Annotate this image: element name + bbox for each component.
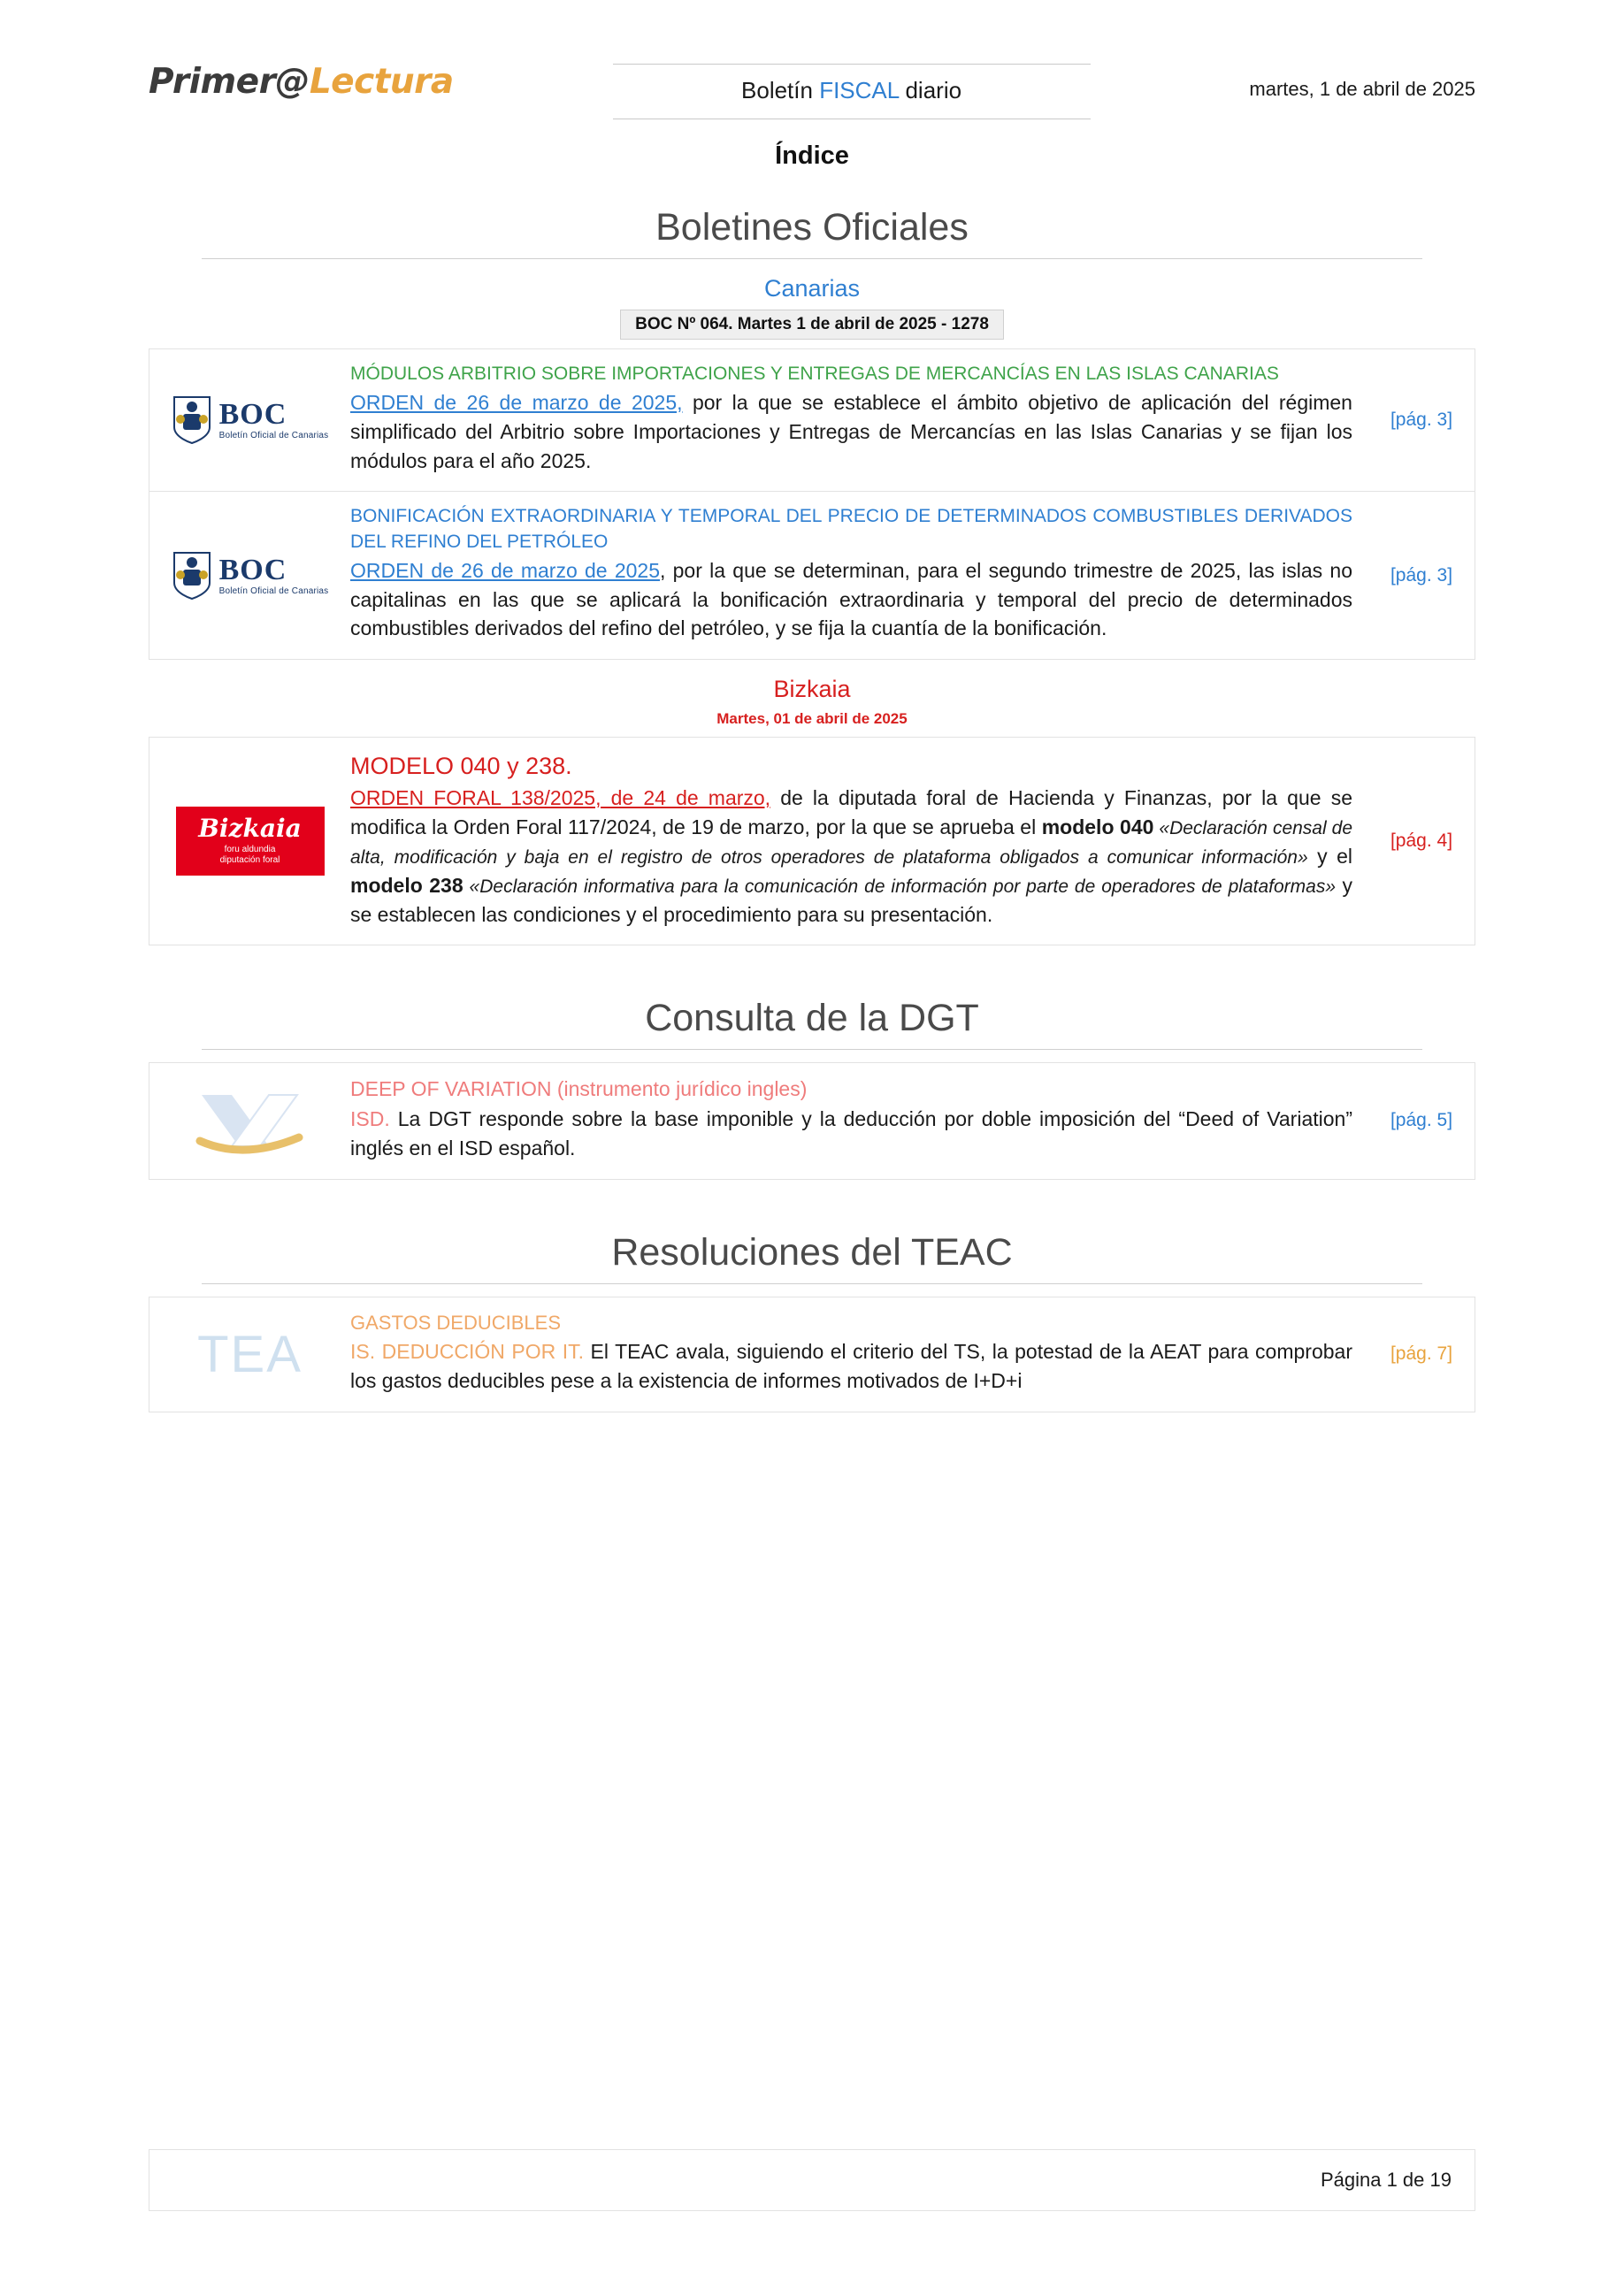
header-date: martes, 1 de abril de 2025 [1249,78,1475,100]
page-number: Página 1 de 19 [1320,2169,1452,2191]
entry-text-body: por la que se establece el ámbito objetivo de aplicación del régimen simplificado del Arbitrio sobre Importaciones y Entregas de Mercancías en las Islas Canarias y se fijan los módulos para el año 2025. [350,391,1352,472]
entry-text-1: de la diputada foral de Hacienda y Finanzas, por la que se modifica la Orden Foral 117/2024, de 19 de marzo, por la que se aprueba el [350,786,1352,839]
entry-body [350,1297,1368,1412]
boc-shield-icon [172,550,212,601]
boc-wordmark: BOC Boletín Oficial de Canarias [218,553,329,596]
boc-logo [149,349,350,491]
entry-text-2: y el [1307,844,1353,868]
entry-epigraph: BONIFICACIÓN EXTRAORDINARIA Y TEMPORAL DEL PRECIO DE DETERMINADOS COMBUSTIBLES DERIVADOS DEL REFINO DEL PETRÓLEO [350,506,1352,552]
section-rule-dgt [202,1049,1422,1050]
bulletin-title-fiscal: FISCAL [819,77,900,103]
entry-text-body: , por la que se determinan, para el segundo trimestre de 2025, las islas no capitalinas en las que se aplicará la bonificación extraordinaria y temporal del precio de determinados combustibles derivados del refino del petróleo, y se fija la cuantía de la bonificación. [350,559,1352,640]
entry-canarias-2[interactable] [149,492,1475,660]
entry-quote-238: «Declaración informativa para la comunicación de información por parte de operadores de plataformas» [463,876,1337,897]
boc-logo [149,492,350,659]
entry-text-body: El TEAC avala, siguiendo el criterio del TS, la potestad de la AEAT para comprobar los gastos deducibles pese a la existencia de informes motivados de I+D+i [350,1340,1352,1392]
entry-page-ref[interactable] [1368,349,1475,491]
brand-logo [149,42,454,102]
document-footer [149,2149,1475,2211]
entry-text [350,1337,1352,1395]
entry-link[interactable]: ORDEN FORAL 138/2025, de 24 de marzo, [350,786,771,810]
entry-bizkaia-1[interactable] [149,737,1475,945]
entry-quote-040: «Declaración censal de alta, modificación y baja en el registro de otros operadores de plataforma obligados a comunicar información» [350,818,1352,868]
header-title-block [613,42,1091,119]
subsection-canarias: Canarias [763,275,861,302]
entry-epigraph: GASTOS DEDUCIBLES [350,1311,561,1334]
entry-text [350,388,1352,475]
entry-text [350,784,1352,929]
entry-epigraph: MÓDULOS ARBITRIO SOBRE IMPORTACIONES Y ENTREGAS DE MERCANCÍAS EN LAS ISLAS CANARIAS [350,364,1279,384]
entry-link[interactable]: ORDEN de 26 de marzo de 2025 [350,559,660,582]
section-title-boletines: Boletines Oficiales [655,206,969,249]
entry-body [350,738,1368,945]
document-header [149,42,1475,127]
entry-tag: IS. DEDUCCIÓN POR IT. [350,1340,585,1364]
aeat-logo [149,1063,350,1178]
section-rule-teac [202,1283,1422,1284]
page-link[interactable]: [pág. 3] [1390,409,1453,431]
tea-wordmark: TEA [197,1325,303,1383]
page-link[interactable]: [pág. 7] [1390,1343,1453,1365]
section-title-teac: Resoluciones del TEAC [611,1230,1013,1274]
entry-text [350,556,1352,643]
entry-body [350,492,1368,659]
aeat-icon [184,1083,317,1159]
index-heading: Índice [775,142,849,170]
brand-primera: Primer@ [149,62,310,102]
entry-epigraph: DEEP OF VARIATION (instrumento jurídico ingles) [350,1077,808,1101]
subsection-bizkaia: Bizkaia [773,675,851,702]
entry-model-238: modelo 238 [350,873,463,897]
brand-lectura: Lectura [309,62,454,102]
entry-text-3: y se establecen las condiciones y el procedimiento para su presentación. [350,873,1353,926]
page-link[interactable]: [pág. 3] [1390,564,1453,585]
entry-text-body: La DGT responde sobre la base imponible y la deducción por doble imposición del “Deed of Variation” inglés en el ISD español. [350,1107,1352,1159]
entry-body [350,1063,1368,1178]
entry-page-ref[interactable] [1368,492,1475,659]
entry-page-ref[interactable] [1368,738,1475,945]
entry-tag: ISD. [350,1107,390,1131]
page-link[interactable]: [pág. 5] [1390,1110,1453,1131]
boc-wordmark: BOC Boletín Oficial de Canarias [218,398,329,441]
section-title-dgt: Consulta de la DGT [645,997,979,1040]
section-rule-boletines [202,258,1422,259]
bulletin-title-post: diario [899,77,962,103]
tea-logo [149,1297,350,1412]
bizkaia-logo [149,738,350,945]
entry-page-ref[interactable] [1368,1297,1475,1412]
entry-text [350,1105,1352,1162]
bulletin-title [613,65,1091,119]
bulletin-title-pre: Boletín [741,77,820,103]
boc-shield-icon [172,394,212,446]
entry-epigraph: MODELO 040 y 238. [350,752,572,779]
entry-page-ref[interactable] [1368,1063,1475,1178]
entry-canarias-1[interactable] [149,348,1475,492]
boc-badge: BOC Nº 064. Martes 1 de abril de 2025 - 1278 [620,310,1004,340]
entry-model-040: modelo 040 [1041,815,1154,839]
entry-body [350,349,1368,491]
bizkaia-date: Martes, 01 de abril de 2025 [716,709,908,727]
bizkaia-subwordmark: foru aldundia diputación foral [219,844,280,866]
page-link[interactable]: [pág. 4] [1390,830,1453,852]
entry-dgt-1[interactable] [149,1062,1475,1179]
entry-teac-1[interactable] [149,1297,1475,1412]
entry-link[interactable]: ORDEN de 26 de marzo de 2025, [350,391,683,415]
bizkaia-wordmark: Bizkaia [198,813,302,843]
